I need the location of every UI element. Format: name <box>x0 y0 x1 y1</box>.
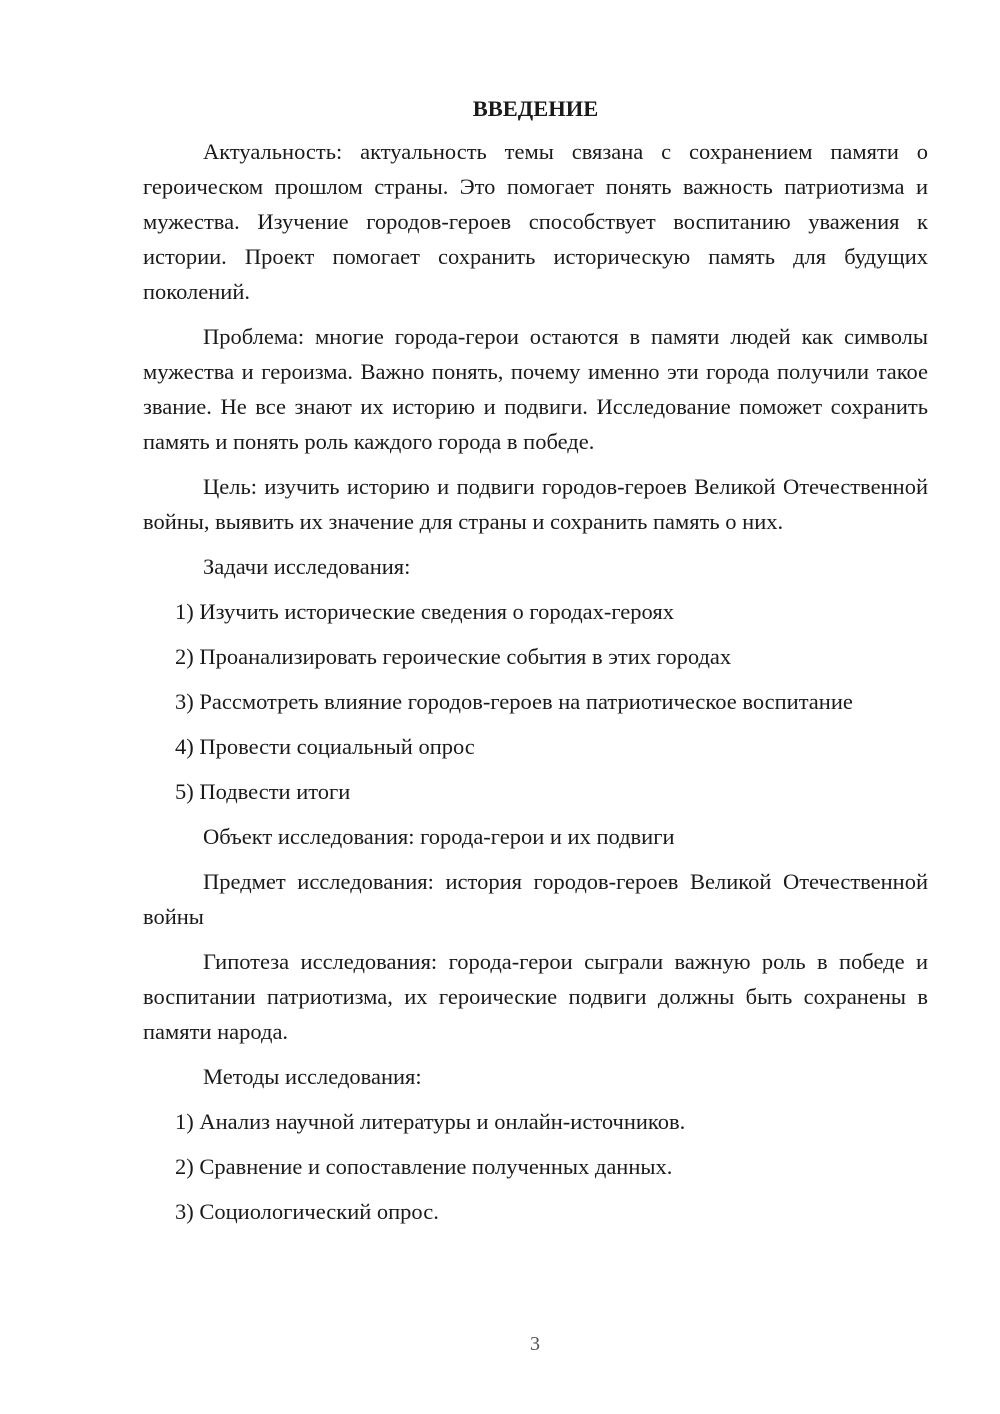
methods-list <box>143 1104 928 1229</box>
hypothesis-paragraph: Гипотеза исследования: города-герои сыграли важную роль в победе и воспитании патриотизма, их героические подвиги должны быть сохранены в памяти народа. <box>143 949 928 1044</box>
tasks-list <box>143 594 928 809</box>
tasks-heading: Задачи исследования: <box>203 554 411 579</box>
list-item: 2) Сравнение и сопоставление полученных данных. <box>175 1154 673 1179</box>
section-title: ВВЕДЕНИЕ <box>472 96 599 121</box>
list-item: 3) Социологический опрос. <box>175 1199 439 1224</box>
subject-paragraph: Предмет исследования: история городов-героев Великой Отечественной войны <box>143 869 928 929</box>
list-item: 5) Подвести итоги <box>175 779 351 804</box>
list-item: 1) Анализ научной литературы и онлайн-источников. <box>175 1109 686 1134</box>
object-paragraph: Объект исследования: города-герои и их подвиги <box>203 824 675 849</box>
document-page <box>143 94 928 1239</box>
page-number: 3 <box>530 1333 540 1355</box>
goal-paragraph: Цель: изучить историю и подвиги городов-героев Великой Отечественной войны, выявить их значение для страны и сохранить память о них. <box>143 474 928 534</box>
list-item: 2) Проанализировать героические события в этих городах <box>175 644 732 669</box>
relevance-paragraph: Актуальность: актуальность темы связана с сохранением памяти о героическом прошлом страны. Это помогает понять важность патриотизма и мужества. Изучение городов-героев способствует воспитанию уважения к истории. Проект помогает сохранить историческую память для будущих поколений. <box>143 139 928 304</box>
problem-paragraph: Проблема: многие города-герои остаются в памяти людей как символы мужества и героизма. Важно понять, почему именно эти города получили такое звание. Не все знают их историю и подвиги. Исследование поможет сохранить память и понять роль каждого города в победе. <box>143 324 928 454</box>
methods-heading: Методы исследования: <box>203 1064 422 1089</box>
list-item: 3) Рассмотреть влияние городов-героев на патриотическое воспитание <box>175 689 853 714</box>
list-item: 1) Изучить исторические сведения о городах-героях <box>175 599 674 624</box>
list-item: 4) Провести социальный опрос <box>175 734 475 759</box>
